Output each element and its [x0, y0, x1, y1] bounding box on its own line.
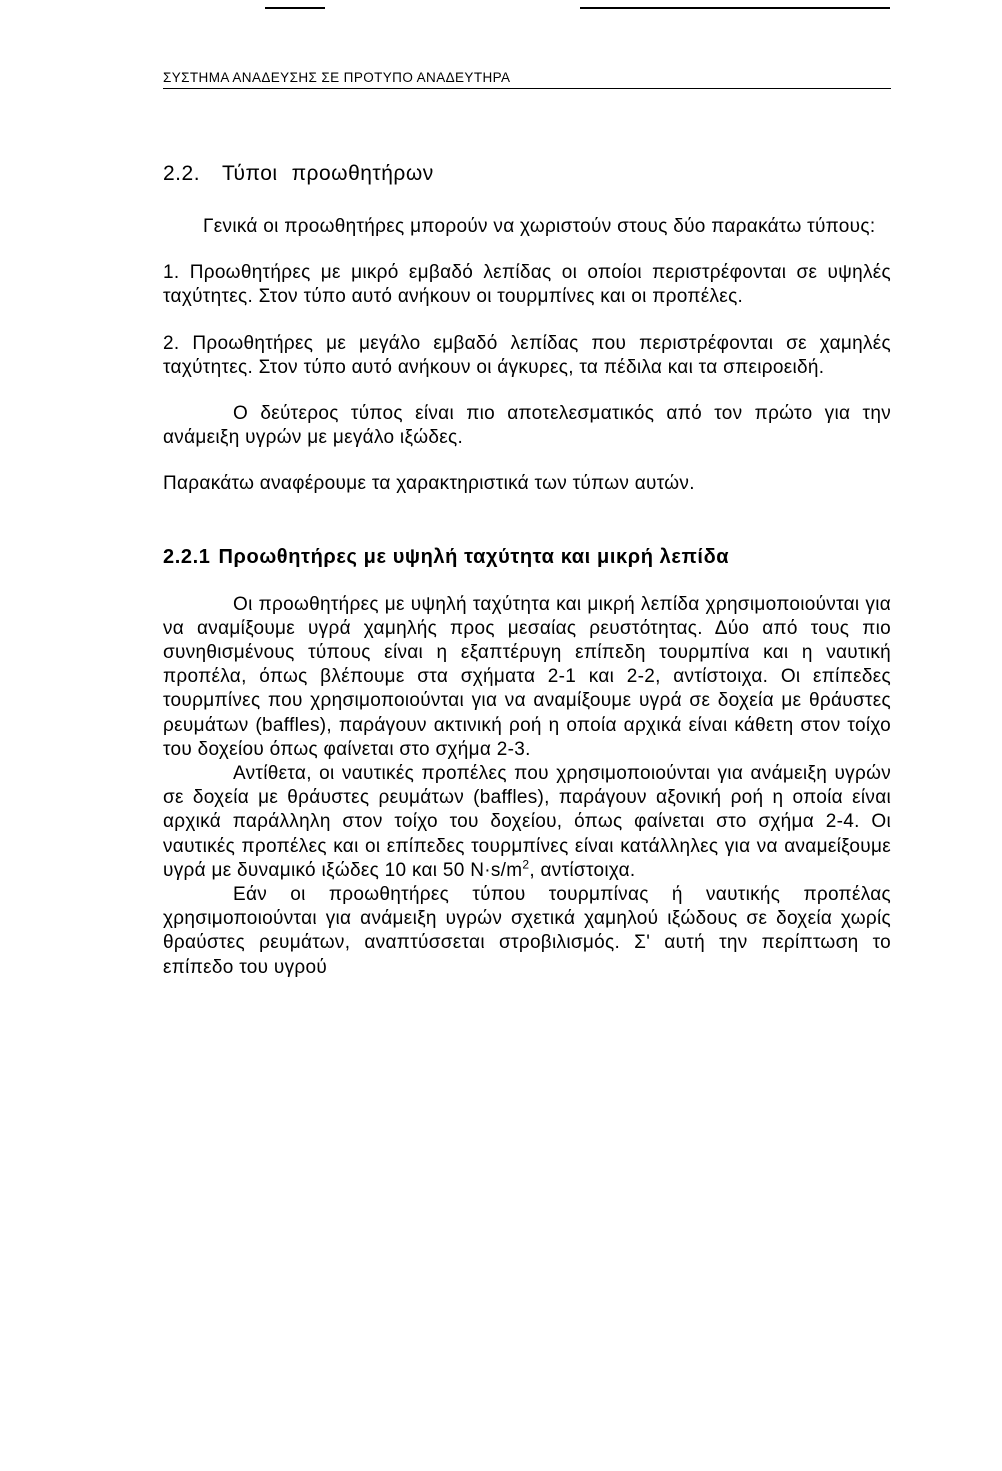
section-heading [163, 160, 891, 188]
paragraph-below: Παρακάτω αναφέρουμε τα χαρακτηριστικά των τύπων αυτών. [163, 473, 695, 495]
subsection-title: Προωθητήρες με υψηλή ταχύτητα και μικρή λεπίδα [218, 545, 730, 568]
running-header: ΣΥΣΤΗΜΑ ΑΝΑΔΕΥΣΗΣ ΣΕ ΠΡΟΤΥΠΟ ΑΝΑΔΕΥΤΗΡΑ [163, 70, 891, 89]
unit-exponent: 2 [522, 857, 530, 872]
subsection-heading [163, 543, 891, 571]
paragraph-type-2: 2. Προωθητήρες με μεγάλο εμβαδό λεπίδας που περιστρέφονται σε χαμηλές ταχύτητες. Στον τύπο αυτό ανήκουν οι άγκυρες, τα πέδιλα και τα σπειροειδή. [163, 332, 891, 378]
section-title-word1: Τύποι [222, 162, 278, 185]
paragraph-compare: Ο δεύτερος τύπος είναι πιο αποτελεσματικός από τον πρώτο για την ανάμειξη υγρών με μεγάλο ιξώδες. [163, 403, 891, 449]
body-paragraph-2-end: , αντίστοιχα. [529, 859, 636, 881]
top-rule-left [265, 7, 325, 9]
paragraph-type-1: 1. Προωθητήρες με μικρό εμβαδό λεπίδας οι οποίοι περιστρέφονται σε υψηλές ταχύτητες. Στον τύπο αυτό ανήκουν οι τουρμπίνες και οι προπέλες. [163, 262, 891, 308]
body-paragraph-2 [163, 762, 891, 883]
page-content [163, 160, 891, 980]
section-number: 2.2. [163, 162, 201, 185]
paragraph-intro: Γενικά οι προωθητήρες μπορούν να χωριστούν στους δύο παρακάτω τύπους: [203, 216, 876, 237]
body-paragraph-3: Εάν οι προωθητήρες τύπου τουρμπίνας ή ναυτικής προπέλας χρησιμοποιούνται για ανάμειξη υγρών σχετικά χαμηλού ιξώδους σε δοχεία χωρίς θραύστες ρευμάτων, αναπτύσσεται στροβιλισμός. Σ' αυτή την περίπτωση το επίπεδο του υγρού [163, 884, 891, 978]
body-paragraph-2-main: Αντίθετα, οι ναυτικές προπέλες που χρησιμοποιούνται για ανάμειξη υγρών σε δοχεία με θράυστες ρευμάτων (baffles), παράγουν αξονική ροή η οποία είναι αρχικά παράλληλη στον τοίχο του δοχείου, όπως φαίνεται στο σχήμα 2-4. Οι ναυτικές προπέλες και οι επίπεδες τουρμπίνες είναι κατάλληλες για να αναμείξουμε υγρά με δυναμικό ιξώδες 10 και 50 N·s/m [163, 763, 891, 881]
top-rule-right [580, 7, 890, 9]
subsection-number: 2.2.1 [163, 545, 211, 568]
body-paragraph-1: Οι προωθητήρες με υψηλή ταχύτητα και μικρή λεπίδα χρησιμοποιούνται για να αναμίξουμε υγρά χαμηλής προς μεσαίας ρευστότητας. Δύο από τους πιο συνηθισμένους τύπους είναι η εξαπτέρυγη επίπεδη τουρμπίνα και η ναυτική προπέλα, όπως βλέπουμε στα σχήματα 2-1 και 2-2, αντίστοιχα. Οι επίπεδες τουρμπίνες που χρησιμοποιούνται για να αναμίξουμε υγρά σε δοχεία με θράυστες ρευμάτων (baffles), παράγουν ακτινική ροή η οποία αρχικά είναι κάθετη στον τοίχο του δοχείου όπως φαίνεται στο σχήμα 2-3. [163, 593, 891, 760]
body-text [163, 593, 891, 980]
section-title-word2: προωθητήρων [291, 162, 434, 185]
